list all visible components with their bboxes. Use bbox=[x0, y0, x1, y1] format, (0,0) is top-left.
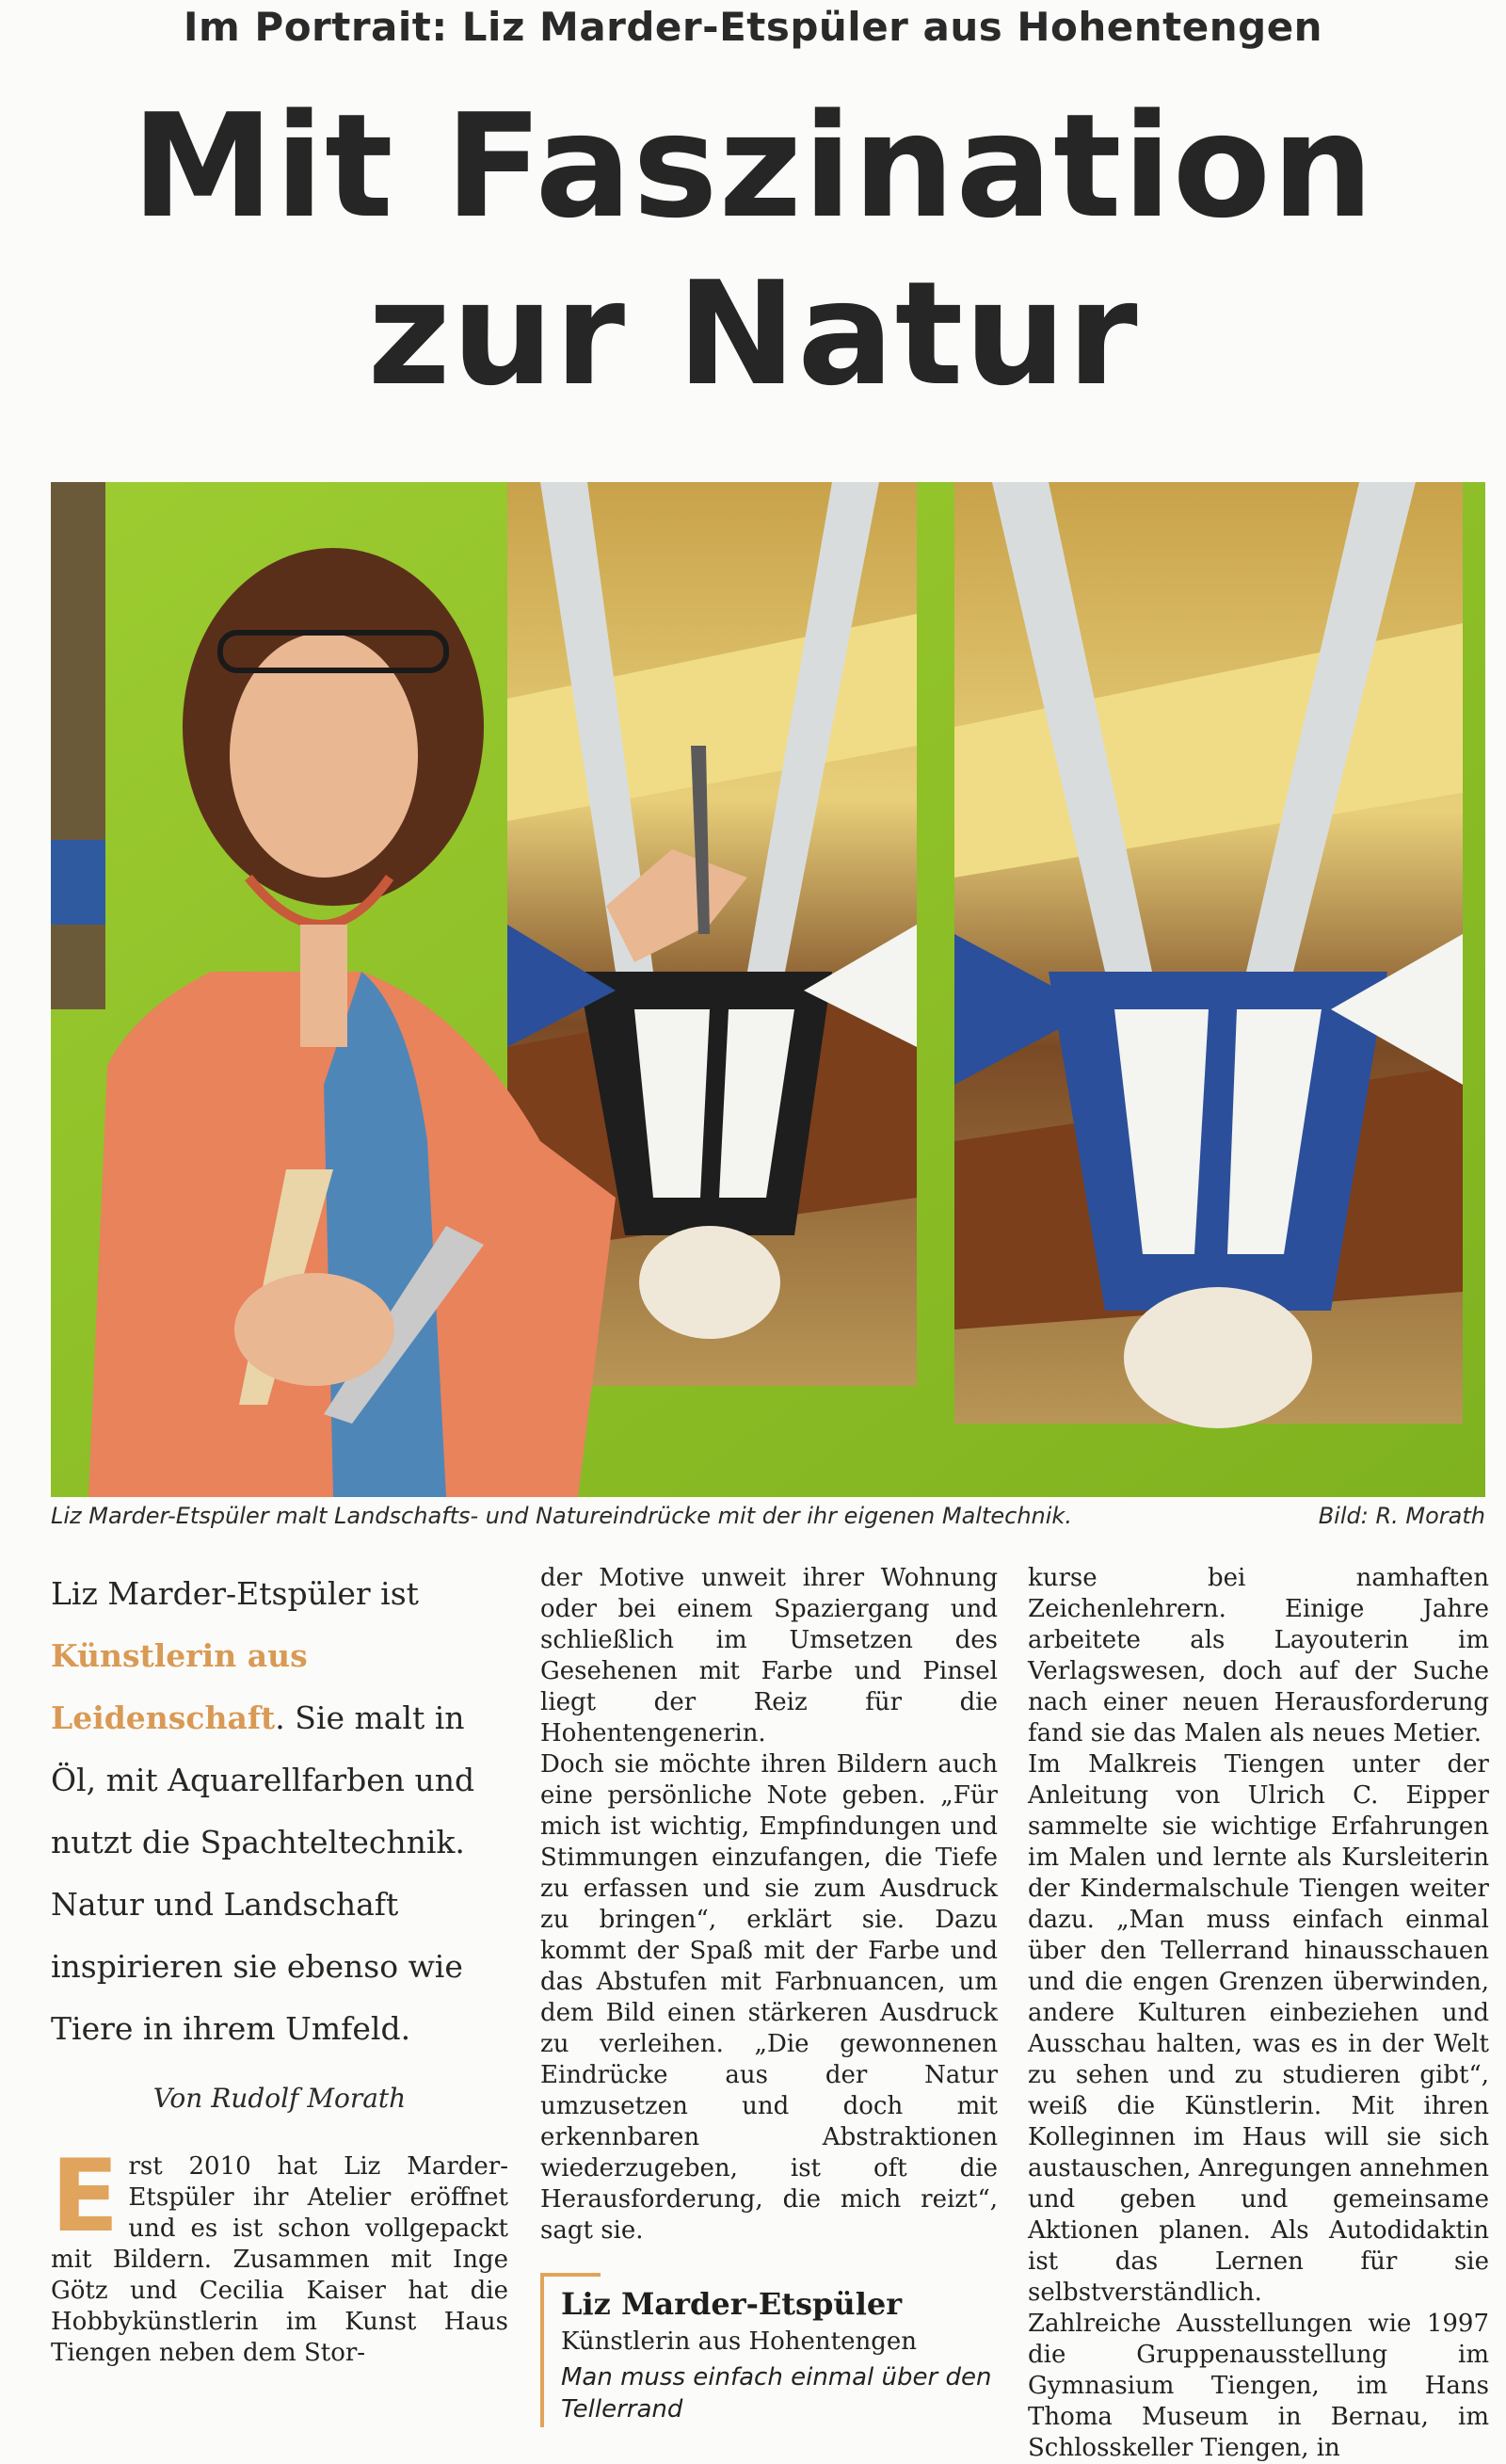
caption-text: Liz Marder-Etspüler malt Landschafts- und Natureindrücke mit der ihr eigenen Maltechnik. bbox=[51, 1503, 1072, 1529]
photo-caption bbox=[51, 1503, 1485, 1537]
article-photo bbox=[51, 482, 1485, 1497]
info-box bbox=[540, 2273, 998, 2425]
kicker: Im Portrait: Liz Marder-Etspüler aus Hohentengen bbox=[183, 4, 1323, 50]
teaser-rest: . Sie malt in Öl, mit Aquarellfarben und nutzt die Spachteltechnik. Natur und Landschaft inspirieren sie ebenso wie Tiere in ihrem Umfeld. bbox=[51, 1699, 475, 2047]
article-column-3 bbox=[1028, 1563, 1490, 2462]
painting-oryx-2 bbox=[954, 482, 1463, 1428]
photo-credit: Bild: R. Morath bbox=[1318, 1503, 1485, 1529]
teaser-highlight: Künstlerin aus Leidenschaft bbox=[51, 1637, 308, 1736]
body-text-col2 bbox=[540, 1563, 998, 2247]
teaser bbox=[51, 1563, 508, 2060]
headline-line-1: Mit Faszination bbox=[131, 83, 1375, 250]
info-box-bracket bbox=[540, 2273, 601, 2427]
paragraph-col3-1: kurse bei namhaften Zeichenlehrern. Einige Jahre arbeitete als Layouterin im Verlagswesen, doch auf der Suche nach einer neuen Herausforderung fand sie das Malen als neues Metier. bbox=[1028, 1564, 1489, 1747]
info-box-role: Künstlerin aus Hohentengen bbox=[561, 2327, 918, 2356]
teaser-intro: Liz Marder-Etspüler ist bbox=[51, 1575, 419, 1612]
article-column-1 bbox=[51, 1563, 508, 2367]
paragraph-col3-3: Zahlreiche Ausstellungen wie 1997 die Gruppenausstellung im Gymnasium Tiengen, im Hans Thoma Museum in Bernau, im Schlosskeller Tiengen, in bbox=[1028, 2310, 1489, 2462]
body-text-col3 bbox=[1028, 1563, 1489, 2464]
paragraph-col2-2: Doch sie möchte ihren Bildern auch eine persönliche Note geben. „Für mich ist wichtig, Empfindungen und Stimmungen einzufangen, die Tiefe zu erfassen und sie zum Ausdruck zu bringen“, erklärt sie. Dazu kommt der Spaß mit der Farbe und das Abstufen mit Farbnuancen, um dem Bild einen stärkeren Ausdruck zu verleihen. „Die gewonnenen Eindrücke aus der Natur umzusetzen und doch mit erkennbaren Abstraktionen wiederzugeben, ist oft die Herausforderung, die mich reizt“, sagt sie. bbox=[540, 1750, 998, 2245]
drop-cap: E bbox=[51, 2138, 120, 2254]
left-canvas-edge bbox=[51, 482, 105, 1009]
headline-line-2: zur Natur bbox=[367, 250, 1139, 417]
paragraph-col3-2: Im Malkreis Tiengen unter der Anleitung von Ulrich C. Eipper sammelte sie wichtige Erfahrungen im Malen und lernte als Kursleiterin der Kindermalschule Tiengen weiter dazu. „Man muss einfach einmal über den Tellerrand hinausschauen und die engen Grenzen überwinden, andere Kulturen einbeziehen und Ausschau halten, was es in der Welt zu sehen und zu studieren gibt“, weiß die Künstlerin. Mit ihren Kolleginnen im Haus will sie sich austauschen, Anregungen annehmen und geben und gemeinsame Aktionen planen. Als Autodidaktin ist das Lernen für sie selbstverständlich. bbox=[1028, 1750, 1490, 2307]
info-box-quote: Man muss einfach einmal über den Tellerrand bbox=[561, 2363, 992, 2424]
article-column-2 bbox=[540, 1563, 998, 2424]
body-text-col1 bbox=[51, 2138, 508, 2369]
headline bbox=[0, 83, 1506, 418]
paragraph-col1: rst 2010 hat Liz Marder-Etspüler ihr Atelier eröffnet und es ist schon vollgepackt mit Bildern. Zusammen mit Inge Götz und Cecilia Kaiser hat die Hobbykünstlerin im Kunst Haus Tiengen neben dem Stor- bbox=[51, 2152, 508, 2367]
author-byline: Von Rudolf Morath bbox=[152, 2083, 407, 2114]
photo-illustration bbox=[51, 482, 1485, 1497]
info-box-name: Liz Marder-Etspüler bbox=[561, 2286, 903, 2322]
paragraph-col2-1: der Motive unweit ihrer Wohnung oder bei einem Spaziergang und schließlich im Umsetzen des Gesehenen mit Farbe und Pinsel liegt der Reiz für die Hohentengenerin. bbox=[540, 1564, 998, 1747]
